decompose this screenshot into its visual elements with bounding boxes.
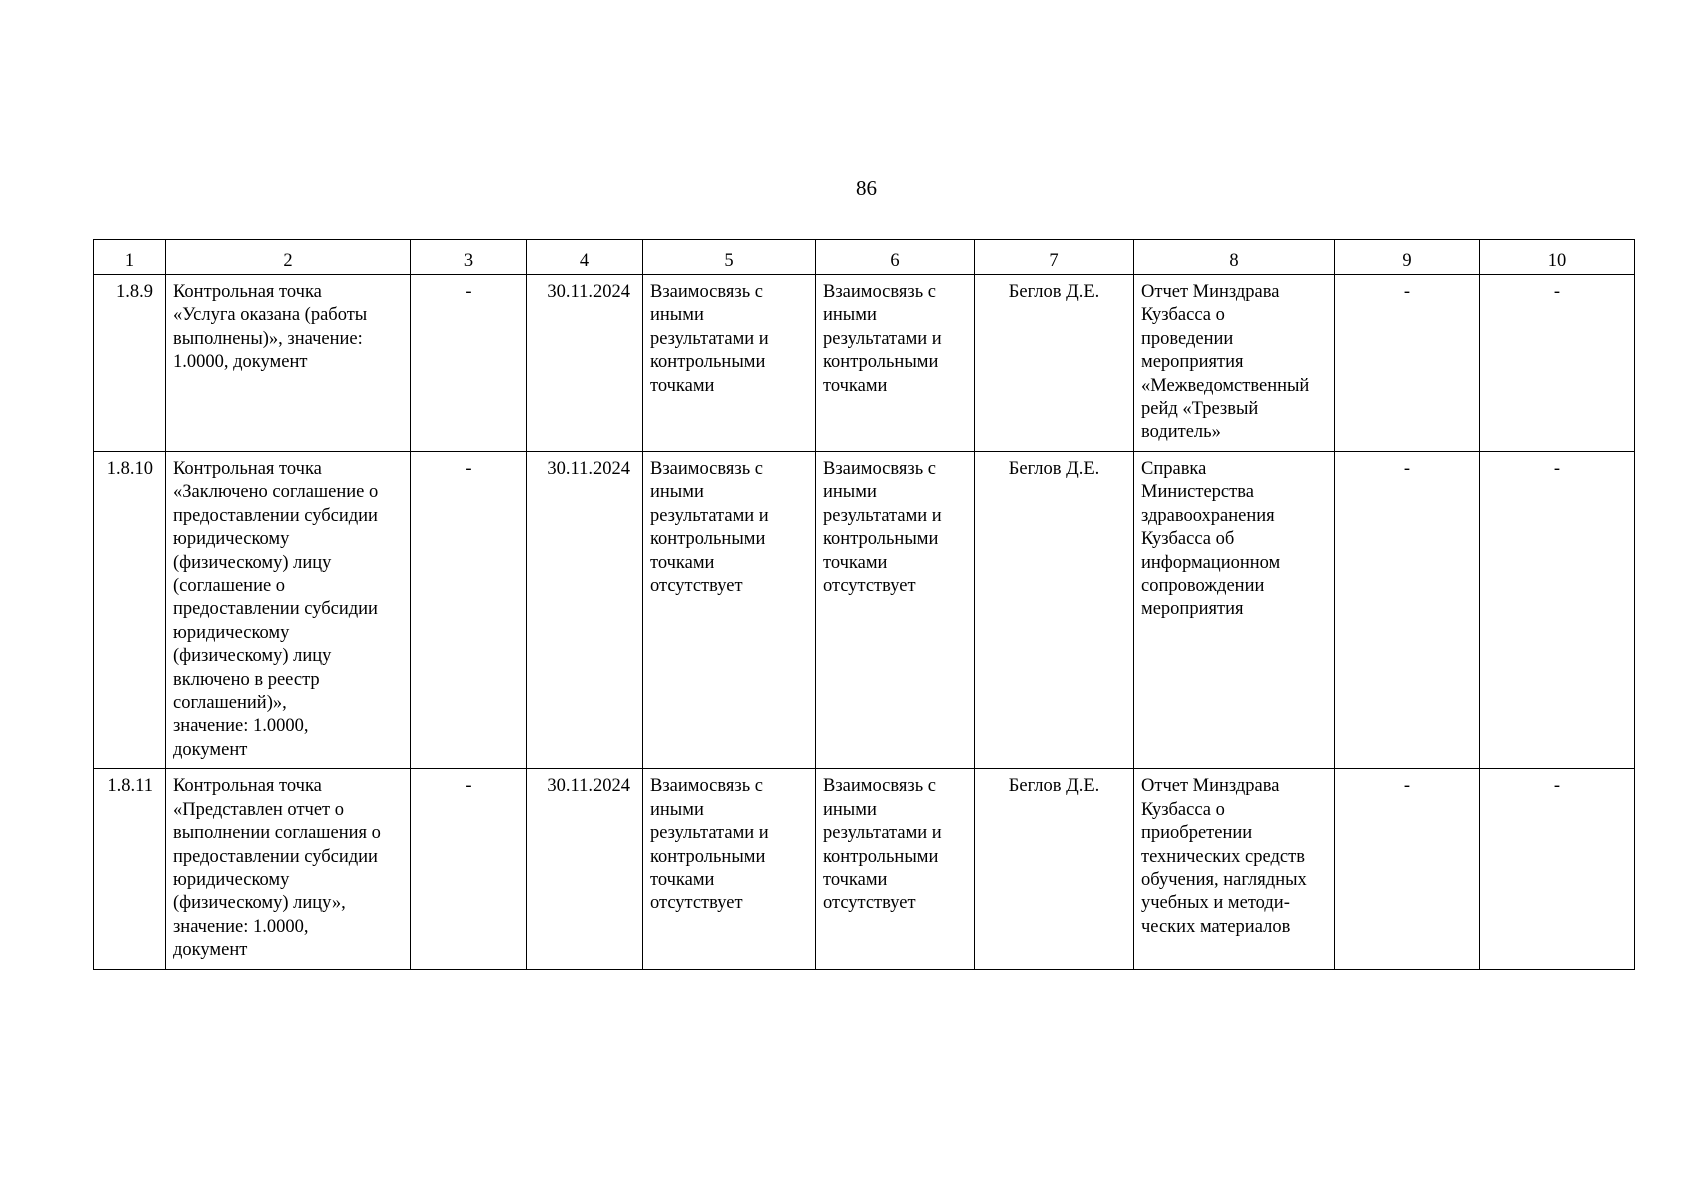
control-point-name: Контрольная точка «Заключено соглашение о предоставлении субсидии юридическому (физическому) лицу (соглашение о предоставлении субсидии юридическому (физическому) лицу включено в реестр соглашений)», значение: 1.0000, документ	[166, 452, 411, 769]
header-cell: 1	[94, 240, 166, 275]
confirming-document: Отчет Минздрава Кузбасса о приобретении технических средств обучения, наглядных учебных и методи- ческих материалов	[1134, 769, 1335, 969]
due-date: 30.11.2024	[527, 769, 643, 969]
due-date: 30.11.2024	[527, 275, 643, 452]
responsible-person: Беглов Д.Е.	[975, 769, 1134, 969]
column-9-value: -	[1335, 452, 1480, 769]
table-row	[94, 275, 1635, 452]
row-number: 1.8.10	[94, 452, 166, 769]
column-10-value: -	[1480, 452, 1635, 769]
row-number: 1.8.9	[94, 275, 166, 452]
control-points-table	[93, 239, 1635, 970]
header-cell: 5	[643, 240, 816, 275]
header-cell: 4	[527, 240, 643, 275]
header-cell: 9	[1335, 240, 1480, 275]
header-cell: 10	[1480, 240, 1635, 275]
responsible-person: Беглов Д.Е.	[975, 275, 1134, 452]
column-3-value: -	[411, 452, 527, 769]
header-cell: 6	[816, 240, 975, 275]
column-9-value: -	[1335, 275, 1480, 452]
relation-predecessors: Взаимосвязь с иными результатами и контрольными точками	[643, 275, 816, 452]
relation-successors: Взаимосвязь с иными результатами и контрольными точками отсутствует	[816, 452, 975, 769]
table-row	[94, 769, 1635, 969]
relation-successors: Взаимосвязь с иными результатами и контрольными точками	[816, 275, 975, 452]
control-point-name: Контрольная точка «Представлен отчет о выполнении соглашения о предоставлении субсидии юридическому (физическому) лицу», значение: 1.0000, документ	[166, 769, 411, 969]
confirming-document: Отчет Минздрава Кузбасса о проведении мероприятия «Межведомственный рейд «Трезвый водитель»	[1134, 275, 1335, 452]
relation-predecessors: Взаимосвязь с иными результатами и контрольными точками отсутствует	[643, 769, 816, 969]
header-cell: 2	[166, 240, 411, 275]
confirming-document: Справка Министерства здравоохранения Кузбасса об информационном сопровождении мероприятия	[1134, 452, 1335, 769]
table-header-row	[94, 240, 1635, 275]
row-number: 1.8.11	[94, 769, 166, 969]
page-number: 86	[856, 176, 877, 200]
responsible-person: Беглов Д.Е.	[975, 452, 1134, 769]
control-point-name: Контрольная точка «Услуга оказана (работы выполнены)», значение: 1.0000, документ	[166, 275, 411, 452]
column-9-value: -	[1335, 769, 1480, 969]
table-row	[94, 452, 1635, 769]
column-10-value: -	[1480, 275, 1635, 452]
due-date: 30.11.2024	[527, 452, 643, 769]
header-cell: 3	[411, 240, 527, 275]
relation-predecessors: Взаимосвязь с иными результатами и контрольными точками отсутствует	[643, 452, 816, 769]
header-cell: 8	[1134, 240, 1335, 275]
column-3-value: -	[411, 275, 527, 452]
relation-successors: Взаимосвязь с иными результатами и контрольными точками отсутствует	[816, 769, 975, 969]
column-3-value: -	[411, 769, 527, 969]
column-10-value: -	[1480, 769, 1635, 969]
header-cell: 7	[975, 240, 1134, 275]
